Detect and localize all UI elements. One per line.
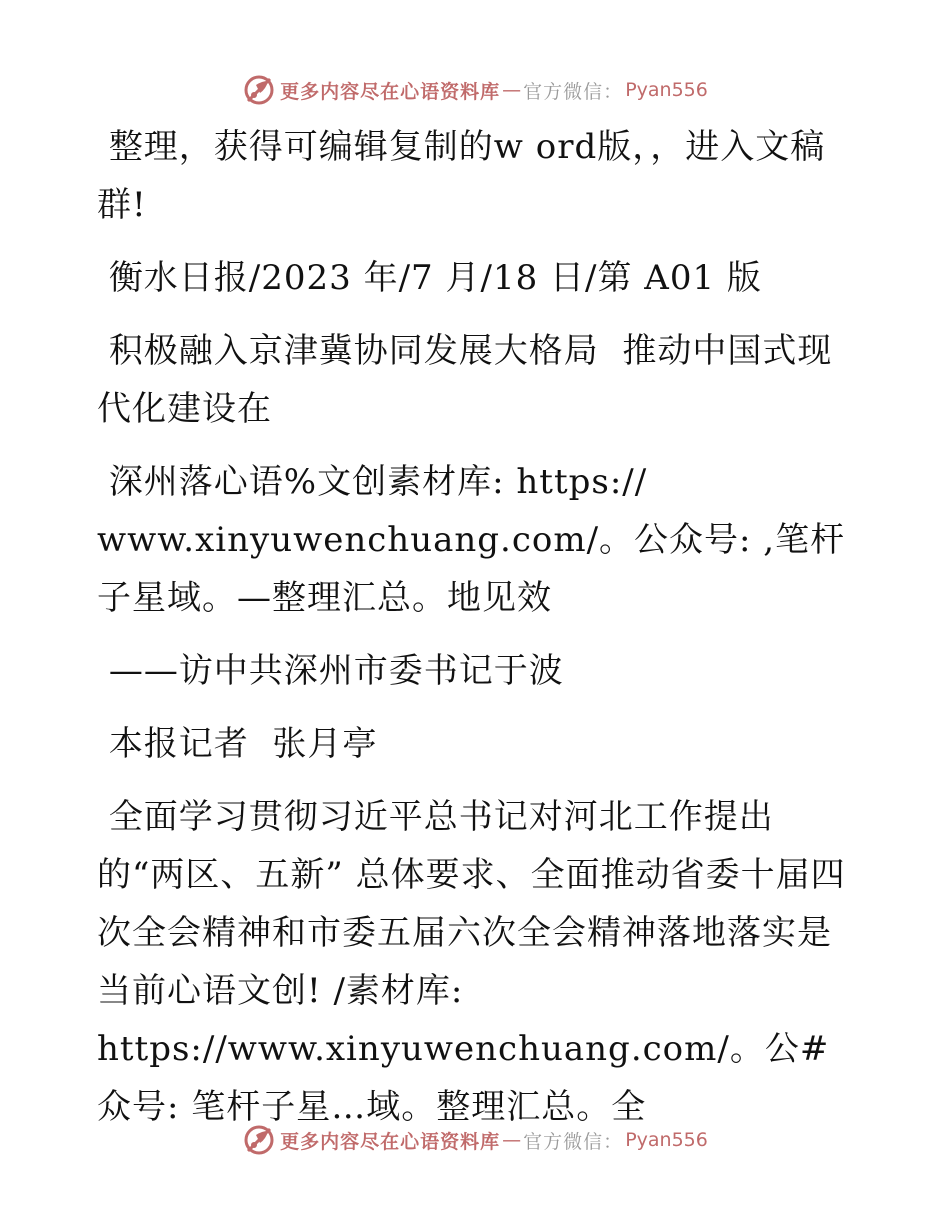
header-watermark-banner bbox=[0, 70, 950, 110]
paragraph-body: 全面学习贯彻习近平总书记对河北工作提出的“两区、五新” 总体要求、全面推动省委十届四次全会精神和市委五届六次全会精神落地落实是当前心语文创! /素材库: https://www.xinyuwenchuang.com/。公#众号: 笔杆子星…域。整理汇总。全 bbox=[97, 797, 846, 1127]
banner-account-id: Pyan556 bbox=[625, 1129, 708, 1151]
quill-logo-icon bbox=[242, 73, 276, 107]
banner-label: 官方微信： bbox=[523, 1130, 624, 1153]
paragraph-headline-continued: 深州落心语%文创素材库: https:// www.xinyuwenchuang.com/。公众号: ,笔杆子星域。—整理汇总。地见效 bbox=[97, 462, 846, 618]
banner-main-text: 更多内容尽在心语资料库 bbox=[280, 1130, 501, 1153]
banner-separator: — bbox=[502, 79, 522, 101]
paragraph-headline: 积极融入京津冀协同发展大格局 推动中国式现代化建设在 bbox=[97, 331, 833, 429]
quill-logo-icon bbox=[242, 1123, 276, 1157]
document-body bbox=[97, 118, 857, 1151]
paragraph-subtitle: ——访中共深州市委书记于波 bbox=[97, 651, 564, 691]
paragraph-byline: 本报记者 张月亭 bbox=[97, 724, 378, 764]
banner-main-text: 更多内容尽在心语资料库 bbox=[280, 80, 501, 103]
banner-separator: — bbox=[502, 1129, 522, 1151]
paragraph-source-line: 衡水日报/2023 年/7 月/18 日/第 A01 版 bbox=[97, 258, 762, 298]
paragraph-intro: 整理，获得可编辑复制的w ord版，，进入文稿群! bbox=[97, 127, 826, 225]
banner-account-id: Pyan556 bbox=[625, 79, 708, 101]
footer-watermark-banner bbox=[0, 1120, 950, 1160]
banner-label: 官方微信： bbox=[523, 80, 624, 103]
